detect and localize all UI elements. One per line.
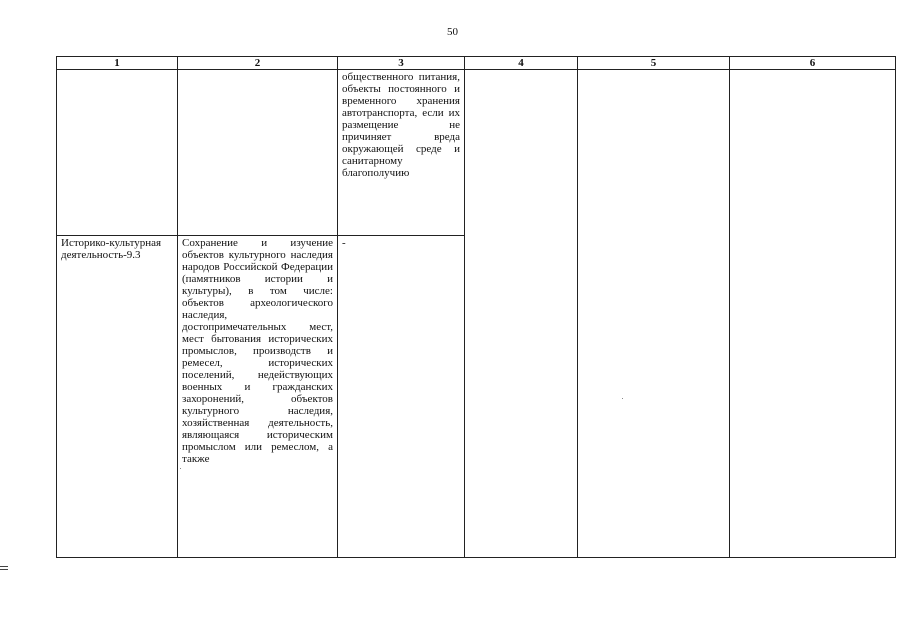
scan-speck: [180, 468, 181, 469]
cell-row2-col1: [57, 236, 178, 558]
permitted-use-text: общественного питания, объекты постоянного и временного хранения автотранспорта, если их размещение не причиняет вреда окружающей среде и санитарному благополучию: [342, 71, 460, 179]
table-row-continuation: [57, 70, 896, 236]
column-header-6: 6: [730, 57, 896, 70]
column-header-4: 4: [465, 57, 578, 70]
column-header-1: 1: [57, 57, 178, 70]
scan-speck: [622, 398, 623, 399]
cell-row1-col2: [178, 70, 338, 236]
land-use-description: Сохранение и изучение объектов культурного наследия народов Российской Федерации (памятников истории и культуры), в том числе: объектов археологического наследия, достопримечательных мест, мест бытования исторических промыслов, производств и ремесел, исторических поселений, недействующих военных и гражданских захоронений, объектов культурного наследия, хозяйственная деятельность, являющаяся историческим промыслом или ремеслом, а также: [182, 237, 333, 465]
cell-row2-col2: [178, 236, 338, 558]
land-use-table: [56, 56, 896, 558]
page-number: 50: [447, 26, 458, 38]
cell-col6: [730, 70, 896, 558]
land-use-type-label: Историко-культурная деятельность-9.3: [61, 237, 162, 261]
permitted-use-dash: -: [342, 237, 346, 249]
cell-col5: [578, 70, 730, 558]
margin-mark: [0, 566, 8, 574]
cell-col4: [465, 70, 578, 558]
table-header-row: [57, 57, 896, 70]
cell-row1-col1: [57, 70, 178, 236]
column-header-5: 5: [578, 57, 730, 70]
cell-row1-col3: [338, 70, 465, 236]
column-header-2: 2: [178, 57, 338, 70]
column-header-3: 3: [338, 57, 465, 70]
cell-row2-col3: [338, 236, 465, 558]
